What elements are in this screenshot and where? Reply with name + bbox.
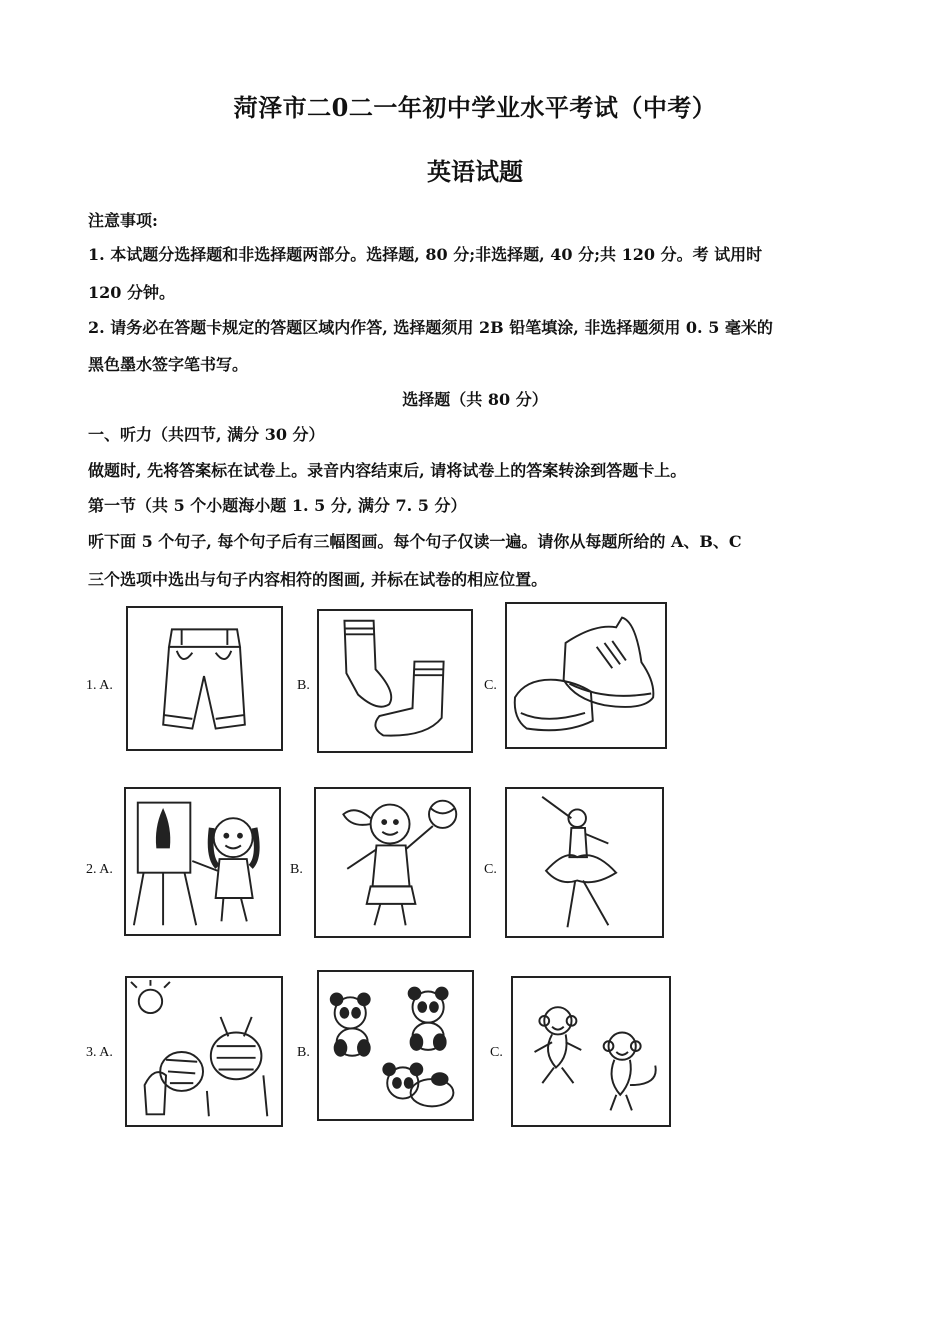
shorts-drawing bbox=[126, 606, 283, 751]
notes-heading: 注意事项: bbox=[88, 211, 158, 230]
exam-subtitle: 英语试题 bbox=[427, 157, 523, 186]
note-item-1: 1. 本试题分选择题和非选择题两部分。选择题, 80 分;非选择题, 40 分;共 120 分。考 试用时 bbox=[88, 245, 763, 264]
subsection-heading: 第一节（共 5 个小题海小题 1. 5 分, 满分 7. 5 分） bbox=[88, 496, 467, 515]
subsection-desc-cont: 三个选项中选出与句子内容相符的图画, 并标在试卷的相应位置。 bbox=[88, 570, 548, 589]
ballet-dancer-drawing bbox=[505, 787, 664, 938]
q1-option-a-label: 1. A. bbox=[86, 678, 113, 693]
q3-option-c-label: C. bbox=[490, 1045, 503, 1060]
subsection-desc: 听下面 5 个句子, 每个句子后有三幅图画。每个句子仅读一遍。请你从每题所给的 A、B、C bbox=[88, 532, 742, 551]
girl-painting-drawing bbox=[124, 787, 281, 936]
q2-option-c-label: C. bbox=[484, 862, 497, 877]
pandas-drawing bbox=[317, 970, 474, 1121]
section-title: 选择题（共 80 分） bbox=[402, 390, 548, 409]
instruction: 做题时, 先将答案标在试卷上。录音内容结束后, 请将试卷上的答案转涂到答题卡上。 bbox=[88, 461, 687, 480]
note-item-1-cont: 120 分钟。 bbox=[88, 283, 175, 302]
part-heading: 一、听力（共四节, 满分 30 分） bbox=[88, 425, 325, 444]
q3-option-a-label: 3. A. bbox=[86, 1045, 113, 1060]
q2-option-b-label: B. bbox=[290, 862, 303, 877]
q3-option-b-label: B. bbox=[297, 1045, 310, 1060]
girl-with-ball-drawing bbox=[314, 787, 471, 938]
socks-drawing bbox=[317, 609, 473, 753]
note-item-2: 2. 请务必在答题卡规定的答题区域内作答, 选择题须用 2B 铅笔填涂, 非选择题须用 0. 5 毫米的 bbox=[88, 318, 773, 337]
sneakers-drawing bbox=[505, 602, 667, 749]
tigers-drawing bbox=[125, 976, 283, 1127]
note-item-2-cont: 黑色墨水签字笔书写。 bbox=[88, 355, 249, 374]
q1-option-b-label: B. bbox=[297, 678, 310, 693]
exam-title: 菏泽市二0二一年初中学业水平考试（中考） bbox=[233, 93, 717, 122]
monkeys-drawing bbox=[511, 976, 671, 1127]
q1-option-c-label: C. bbox=[484, 678, 497, 693]
q2-option-a-label: 2. A. bbox=[86, 862, 113, 877]
